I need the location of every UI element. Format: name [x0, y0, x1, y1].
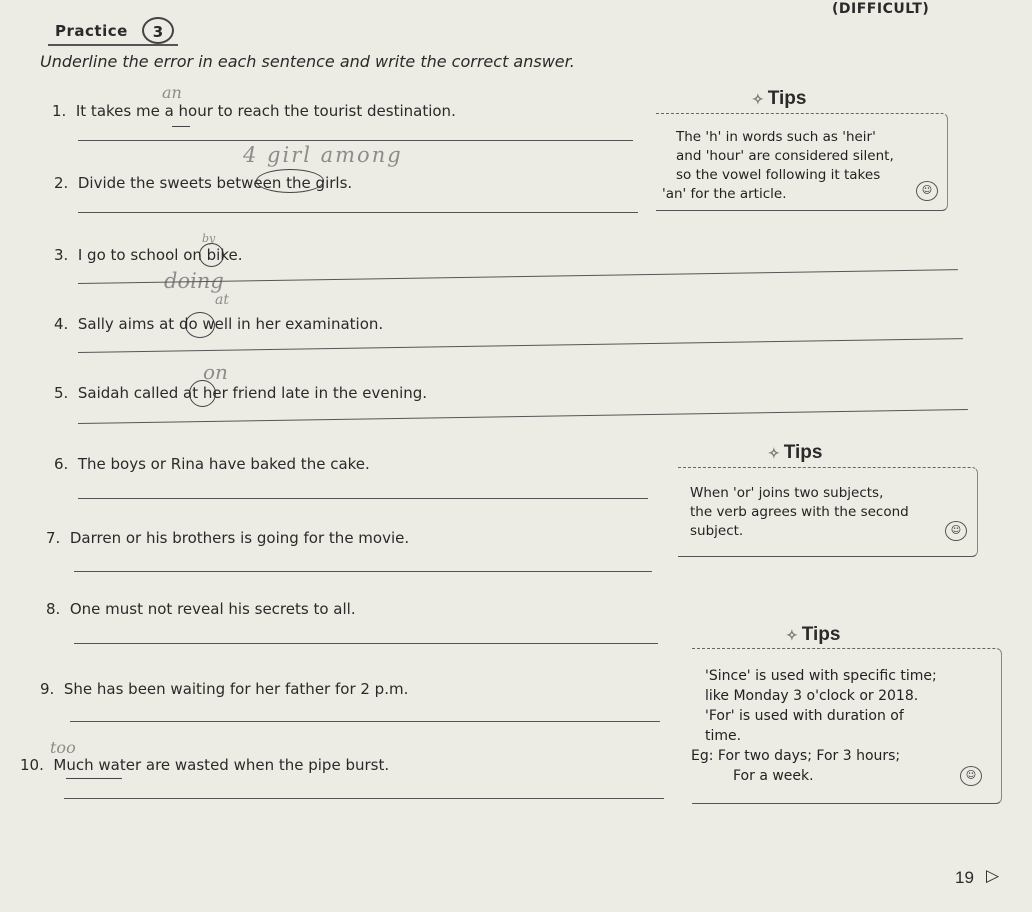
arrow-right-icon: ▷ — [986, 866, 1000, 886]
question-8 — [46, 600, 356, 618]
answer-line-10[interactable] — [64, 798, 664, 799]
question-text: One must not reveal his secrets to all. — [69, 600, 356, 618]
question-number: 10. — [20, 756, 44, 774]
tips-title-3: ✧ Tips — [786, 624, 841, 645]
question-9 — [40, 680, 408, 698]
answer-line-8[interactable] — [74, 643, 658, 644]
question-number: 8. — [46, 600, 61, 618]
tips-text-3: 'Since' is used with specific time; like Monday 3 o'clock or 2018. 'For' is used with duration of time. Eg: For two days; For 3 hours; For a week. — [691, 668, 937, 784]
practice-underline — [48, 44, 178, 46]
question-4 — [54, 315, 383, 333]
answer-line-1[interactable] — [78, 140, 633, 141]
handwriting-q5-correction: on — [203, 360, 228, 384]
question-number: 6. — [54, 455, 69, 473]
answer-line-5[interactable] — [78, 409, 968, 424]
page-number: 19 — [955, 868, 974, 887]
mascot-icon: ☺ — [945, 521, 967, 541]
practice-label: Practice — [55, 22, 128, 40]
practice-number-badge: 3 — [142, 17, 174, 44]
question-number: 2. — [54, 174, 69, 192]
question-text: The boys or Rina have baked the cake. — [77, 455, 370, 473]
question-number: 1. — [52, 102, 67, 120]
question-text: Sally aims at do well in her examination. — [77, 315, 384, 333]
handwriting-q10-correction: too — [50, 738, 76, 757]
handwriting-q3-correction: by — [202, 232, 216, 245]
question-number: 5. — [54, 384, 69, 402]
question-number: 9. — [40, 680, 55, 698]
answer-line-4[interactable] — [78, 338, 963, 353]
instruction: Underline the error in each sentence and write the correct answer. — [40, 52, 575, 71]
handwriting-q2-answer: 4 girl among — [243, 143, 403, 167]
question-text: Much water are wasted when the pipe burst. — [53, 756, 390, 774]
tips-title-1: ✧ Tips — [752, 88, 807, 109]
handwriting-q1-correction: an — [162, 83, 182, 102]
tips-title-2: ✧ Tips — [768, 442, 823, 463]
question-text: Saidah called at her friend late in the evening. — [77, 384, 428, 402]
handwriting-q4-correction: at — [215, 292, 229, 308]
question-text: Divide the sweets between the girls. — [77, 174, 353, 192]
question-text: She has been waiting for her father for 2 p.m. — [63, 680, 409, 698]
question-1 — [52, 102, 456, 120]
sparkle-icon: ✧ — [752, 91, 764, 107]
answer-line-6[interactable] — [78, 498, 648, 499]
q10-error-underline — [66, 778, 122, 779]
sparkle-icon: ✧ — [786, 627, 798, 643]
question-3 — [54, 246, 243, 264]
mascot-icon: ☺ — [960, 766, 982, 786]
question-text: Darren or his brothers is going for the movie. — [69, 529, 410, 547]
question-6 — [54, 455, 370, 473]
difficulty-label: (DIFFICULT) — [832, 1, 930, 17]
question-2 — [54, 174, 352, 192]
answer-line-7[interactable] — [74, 571, 652, 572]
question-text: It takes me a hour to reach the tourist destination. — [75, 102, 456, 120]
answer-line-9[interactable] — [70, 721, 660, 722]
question-text: I go to school on bike. — [77, 246, 243, 264]
question-7 — [46, 529, 409, 547]
tips-text-2: When 'or' joins two subjects, the verb agrees with the second subject. — [690, 485, 909, 539]
question-number: 4. — [54, 315, 69, 333]
answer-line-2[interactable] — [78, 212, 638, 213]
sparkle-icon: ✧ — [768, 445, 780, 461]
question-number: 7. — [46, 529, 61, 547]
mascot-icon: ☺ — [916, 181, 938, 201]
handwriting-q3-answer: doing — [164, 269, 224, 293]
tips-text-1: The 'h' in words such as 'heir' and 'hour' are considered silent, so the vowel following it takes 'an' for the article. — [662, 129, 894, 202]
question-5 — [54, 384, 427, 402]
question-number: 3. — [54, 246, 69, 264]
question-10 — [20, 756, 389, 774]
q1-error-underline — [172, 126, 190, 127]
